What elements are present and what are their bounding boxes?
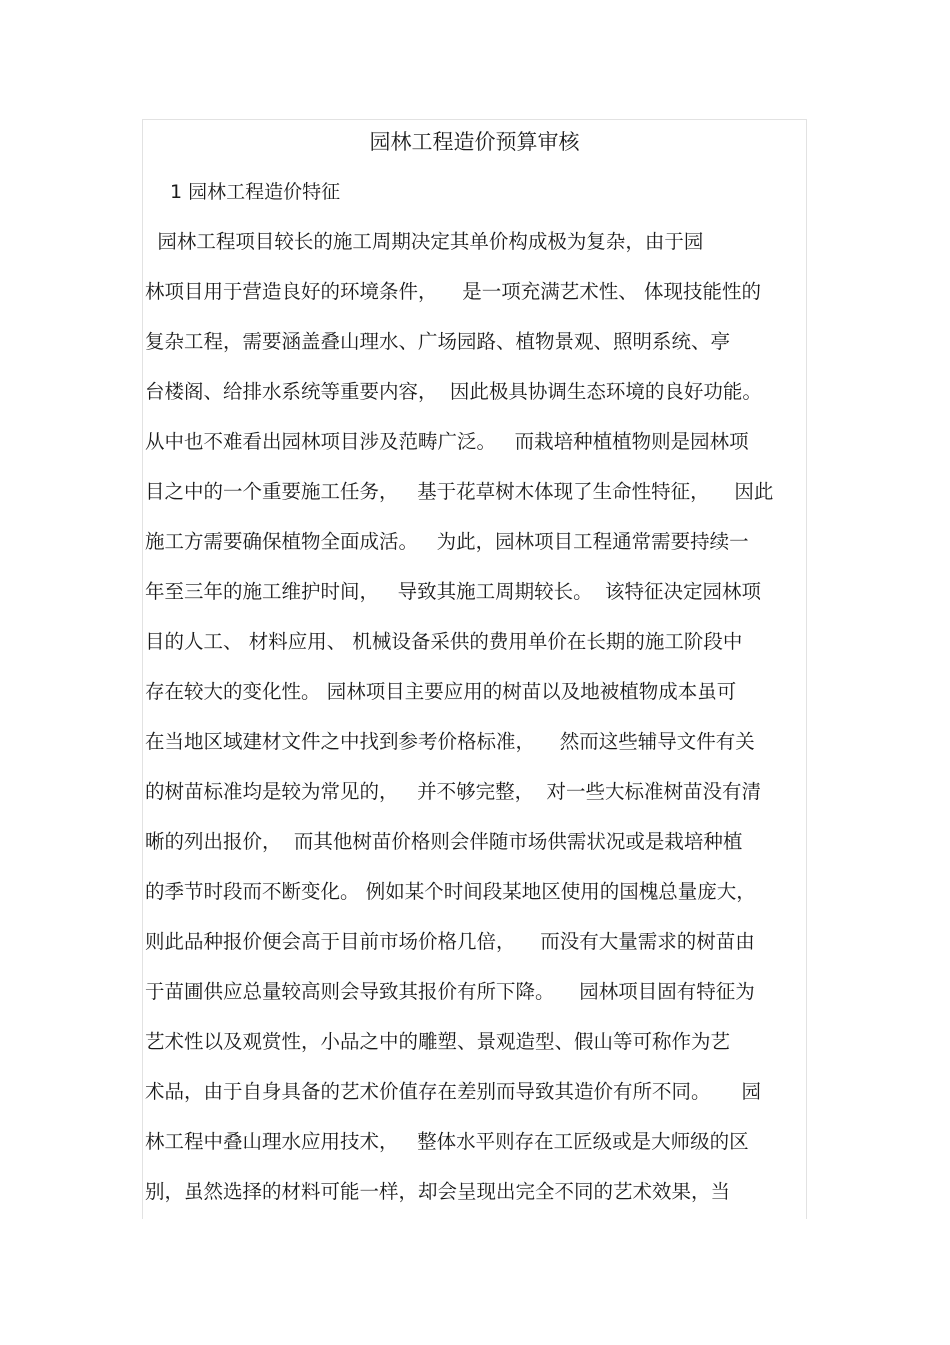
text-line: 林工程中叠山理水应用技术， 整体水平则存在工匠级或是大师级的区 <box>145 1130 749 1153</box>
text-line: 施工方需要确保植物全面成活。 为此，园林项目工程通常需要持续一 <box>145 530 749 553</box>
text-line: 林项目用于营造良好的环境条件， 是一项充满艺术性、 体现技能性的 <box>145 280 761 303</box>
text-line: 的树苗标准均是较为常见的， 并不够完整， 对一些大标准树苗没有清 <box>145 780 761 803</box>
document-title: 园林工程造价预算审核 <box>369 130 580 154</box>
text-line: 别，虽然选择的材料可能一样，却会呈现出完全不同的艺术效果，当 <box>145 1180 731 1203</box>
text-line: 艺术性以及观赏性，小品之中的雕塑、景观造型、假山等可称作为艺 <box>145 1030 731 1053</box>
text-line: 目的人工、 材料应用、 机械设备采供的费用单价在长期的施工阶段中 <box>145 630 743 653</box>
text-line: 年至三年的施工维护时间， 导致其施工周期较长。 该特征决定园林项 <box>145 580 761 603</box>
text-line: 则此品种报价便会高于目前市场价格几倍， 而没有大量需求的树苗由 <box>145 930 755 953</box>
text-line: 从中也不难看出园林项目涉及范畴广泛。 而栽培种植植物则是园林项 <box>145 430 749 453</box>
text-line: 晰的列出报价， 而其他树苗价格则会伴随市场供需状况或是栽培种植 <box>145 830 743 853</box>
text-line: 台楼阁、给排水系统等重要内容， 因此极具协调生态环境的良好功能。 <box>145 380 762 403</box>
text-line: 目之中的一个重要施工任务， 基于花草树木体现了生命性特征， 因此 <box>145 480 774 503</box>
text-line: 术品，由于自身具备的艺术价值存在差别而导致其造价有所不同。 园 <box>145 1080 761 1103</box>
text-line: 的季节时段而不断变化。 例如某个时间段某地区使用的国槐总量庞大， <box>145 880 756 903</box>
section-heading: 1 园林工程造价特征 <box>170 181 341 203</box>
text-line: 在当地区域建材文件之中找到参考价格标准， 然而这些辅导文件有关 <box>145 730 755 753</box>
text-line: 存在较大的变化性。 园林项目主要应用的树苗以及地被植物成本虽可 <box>145 680 737 703</box>
text-line: 园林工程项目较长的施工周期决定其单价构成极为复杂，由于园 <box>145 230 704 253</box>
text-line: 于苗圃供应总量较高则会导致其报价有所下降。 园林项目固有特征为 <box>145 980 755 1003</box>
text-line: 复杂工程，需要涵盖叠山理水、广场园路、植物景观、照明系统、亭 <box>145 330 731 353</box>
